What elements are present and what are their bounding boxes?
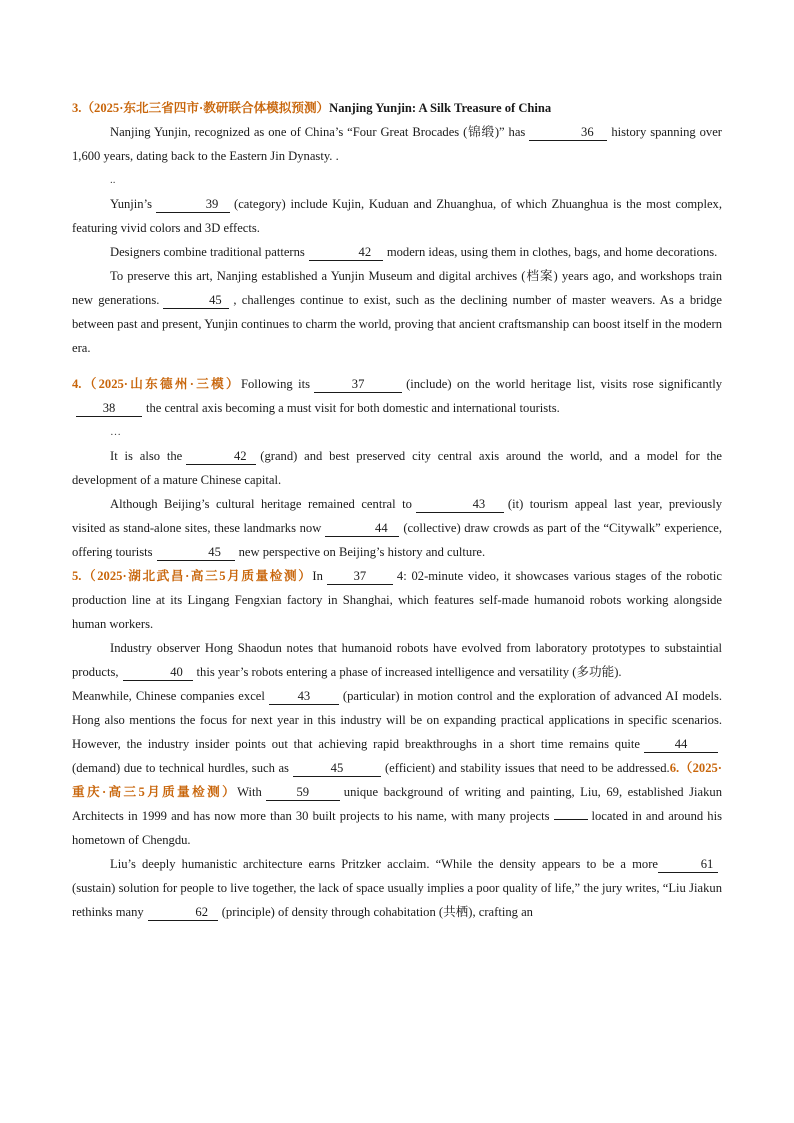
blank-45[interactable]: 45	[163, 293, 229, 309]
q6-paragraph-2	[72, 852, 722, 924]
q3-heading	[72, 96, 722, 120]
blank-36[interactable]: 36	[529, 125, 607, 141]
q3-paragraph-3	[72, 240, 722, 264]
q6-p1-text-b: unique background of writing and painting, Liu, 69, established Jiakun Architects in 1999 and has now more than 30 built projects to his name, with many projects	[72, 785, 722, 823]
q3-ellipsis: ..	[110, 174, 116, 186]
q5-p2-text-b: this year’s robots entering a phase of increased intelligence and versatility (多功能).	[196, 665, 622, 679]
document-content	[72, 96, 722, 924]
blank-37[interactable]: 37	[314, 377, 402, 393]
blank-61[interactable]: 61	[658, 857, 718, 873]
q5-paragraph-1	[72, 564, 722, 636]
q4-ellipsis: …	[110, 426, 121, 438]
q5-p3-text-a: Meanwhile, Chinese companies excel	[72, 689, 265, 703]
q4-p2-text-b: (grand) and best preserved city central axis around the world, and a model for the development of a mature Chinese capital.	[72, 449, 722, 487]
q5-paragraph-3	[72, 684, 722, 852]
q6-source-header: 6.（2025·重庆·高三5月质量检测）	[72, 761, 723, 799]
q3-paragraph-2	[72, 192, 722, 240]
q3-p2-text-a: Yunjin’s	[110, 197, 152, 211]
q4-source-header: 4.（2025·山东德州·三模）	[72, 377, 241, 391]
q3-p1-text-b: history spanning over 1,600 years, dating back to the Eastern Jin Dynasty. .	[72, 125, 722, 163]
q5-p3-text-d: (efficient) and stability issues that need to be addressed.	[384, 761, 670, 775]
q4-paragraph-1	[72, 372, 722, 420]
blank-45[interactable]: 45	[157, 545, 235, 561]
q4-p1-text-c: the central axis becoming a must visit for both domestic and international tourists.	[146, 401, 560, 415]
q3-p4-text-b: , challenges continue to exist, such as the declining number of master weavers. As a bridge between past and present, Yunjin continues to charm the world, proving that ancient craftsmanship can boost itself in the modern era.	[72, 293, 722, 355]
blank-62[interactable]: 62	[148, 905, 218, 921]
q5-p3-text-c: (demand) due to technical hurdles, such as	[72, 761, 289, 775]
q4-p3-text-b: (it) tourism appeal last year, previously visited as stand-alone sites, these landmarks now	[72, 497, 722, 535]
q5-p2-text-a: Industry observer Hong Shaodun notes that humanoid robots have evolved from laboratory prototypes to substaintial products,	[72, 641, 722, 679]
blank-42[interactable]: 42	[309, 245, 383, 261]
blank-44[interactable]: 44	[644, 737, 718, 753]
blank-60[interactable]	[554, 819, 588, 820]
q5-p1-text-b: 4: 02-minute video, it showcases various stages of the robotic production line at its Lingang Fengxian factory in Shanghai, which features self-made humanoid robots working alongside human workers.	[72, 569, 722, 631]
q3-p3-text-b: modern ideas, using them in clothes, bags, and home decorations.	[386, 245, 718, 259]
q4-p3-text-c: (collective) draw crowds as part of the “Citywalk” experience, offering tourists	[72, 521, 722, 559]
q6-p1-text-c: located in and around his hometown of Chengdu.	[72, 809, 722, 847]
q3-paragraph-1	[72, 120, 722, 168]
q3-title: Nanjing Yunjin: A Silk Treasure of China	[329, 101, 552, 115]
section-gap	[72, 360, 722, 372]
blank-45[interactable]: 45	[293, 761, 381, 777]
q4-p3-text-a: Although Beijing’s cultural heritage remained central to	[110, 497, 412, 511]
q3-source-header: 3.（2025·东北三省四市·教研联合体模拟预测）	[72, 101, 330, 115]
q4-paragraph-2	[72, 444, 722, 492]
q3-p1-text-a: Nanjing Yunjin, recognized as one of China’s “Four Great Brocades (锦缎)” has	[110, 125, 526, 139]
q3-p4-text-a: To preserve this art, Nanjing established a Yunjin Museum and digital archives (档案) years ago, and workshops train new generations.	[72, 269, 722, 307]
q5-p1-text-a: In	[312, 569, 323, 583]
blank-39[interactable]: 39	[156, 197, 230, 213]
q5-paragraph-2	[72, 636, 722, 684]
blank-42[interactable]: 42	[186, 449, 256, 465]
q3-p2-text-b: (category) include Kujin, Kuduan and Zhuanghua, of which Zhuanghua is the most complex, featuring vivid colors and 3D effects.	[72, 197, 722, 235]
blank-44[interactable]: 44	[325, 521, 399, 537]
q5-source-header: 5.（2025·湖北武昌·高三5月质量检测）	[72, 569, 313, 583]
q3-p3-text-a: Designers combine traditional patterns	[110, 245, 305, 259]
blank-59[interactable]: 59	[266, 785, 340, 801]
blank-43[interactable]: 43	[269, 689, 339, 705]
q4-p1-text-b: (include) on the world heritage list, visits rose significantly	[406, 377, 722, 391]
blank-38[interactable]: 38	[76, 401, 142, 417]
q4-p1-text-a: Following its	[240, 377, 311, 391]
q6-p2-text-b: (sustain) solution for people to live together, the lack of space usually implies a poor quality of life,” the jury writes, “Liu Jiakun rethinks many	[72, 881, 722, 919]
q6-p1-text-a: With	[237, 785, 262, 799]
q4-paragraph-3	[72, 492, 722, 564]
q5-p3-text-b: (particular) in motion control and the exploration of advanced AI models. Hong also mentions the focus for next year in this industry will be on expanding practical applications in specific scenarios. However, the industry insider points out that achieving rapid breakthroughs in a short time remains quite	[72, 689, 722, 751]
blank-37[interactable]: 37	[327, 569, 393, 585]
blank-43[interactable]: 43	[416, 497, 504, 513]
blank-40[interactable]: 40	[123, 665, 193, 681]
q6-p2-text-c: (principle) of density through cohabitation (共栖), crafting an	[221, 905, 533, 919]
q4-p2-text-a: It is also the	[110, 449, 183, 463]
q3-paragraph-4	[72, 264, 722, 360]
q6-p2-text-a: Liu’s deeply humanistic architecture earns Pritzker acclaim. “While the density appears to be a more	[110, 857, 658, 871]
q4-p3-text-d: new perspective on Beijing’s history and culture.	[238, 545, 486, 559]
